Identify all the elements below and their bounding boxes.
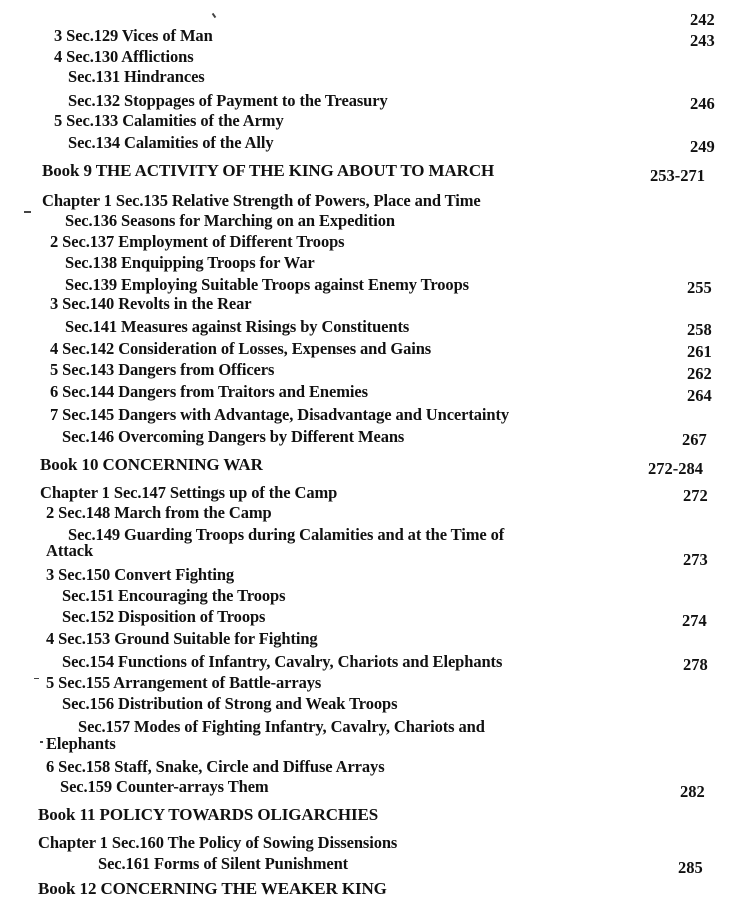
toc-entry: Sec.151 Encouraging the Troops [62, 586, 286, 605]
toc-entry: 5 Sec.143 Dangers from Officers [50, 360, 275, 379]
page-number: 255 [687, 278, 712, 297]
toc-entry: Chapter 1 Sec.147 Settings up of the Camp [40, 483, 338, 502]
book-heading: Book 10 CONCERNING WAR [40, 455, 263, 474]
page-number: 273 [683, 550, 708, 569]
toc-entry: 4 Sec.130 Afflictions [54, 47, 194, 66]
toc-entry: 3 Sec.129 Vices of Man [54, 26, 213, 45]
toc-entry: Sec.157 Modes of Fighting Infantry, Cavalry, Chariots and [78, 717, 485, 736]
page-number: 267 [682, 430, 707, 449]
scan-speck [40, 741, 43, 743]
book-heading: Book 9 THE ACTIVITY OF THE KING ABOUT TO MARCH [42, 161, 495, 180]
toc-entry: Chapter 1 Sec.160 The Policy of Sowing Dissensions [38, 833, 398, 852]
toc-entry: 5 Sec.155 Arrangement of Battle-arrays [46, 673, 322, 692]
page-number: 261 [687, 342, 712, 361]
toc-entry: Elephants [46, 734, 116, 753]
toc-entry: Sec.136 Seasons for Marching on an Expedition [65, 211, 395, 230]
toc-entry: Sec.131 Hindrances [68, 67, 205, 86]
page-number: 272 [683, 486, 708, 505]
toc-entry: 2 Sec.148 March from the Camp [46, 503, 272, 522]
toc-entry: Sec.154 Functions of Infantry, Cavalry, Chariots and Elephants [62, 652, 503, 671]
toc-entry: Attack [46, 541, 94, 560]
toc-entry: Sec.139 Employing Suitable Troops against Enemy Troops [65, 275, 469, 294]
toc-entry: Sec.149 Guarding Troops during Calamities and at the Time of [68, 525, 505, 544]
toc-entry: 2 Sec.137 Employment of Different Troops [50, 232, 345, 251]
toc-entry: Sec.159 Counter-arrays Them [60, 777, 269, 796]
toc-entry: Sec.134 Calamities of the Ally [68, 133, 274, 152]
toc-entry: Sec.141 Measures against Risings by Constituents [65, 317, 410, 336]
toc-entry: Sec.161 Forms of Silent Punishment [98, 854, 349, 873]
toc-entry: 3 Sec.140 Revolts in the Rear [50, 294, 252, 313]
page-number: 282 [680, 782, 705, 801]
toc-entry: 6 Sec.144 Dangers from Traitors and Enemies [50, 382, 368, 401]
page-number: 264 [687, 386, 712, 405]
page-number: 274 [682, 611, 707, 630]
toc-entry: 6 Sec.158 Staff, Snake, Circle and Diffuse Arrays [46, 757, 385, 776]
page-number: 262 [687, 364, 712, 383]
page-range: 272-284 [648, 459, 703, 478]
toc-entry: 7 Sec.145 Dangers with Advantage, Disadvantage and Uncertainty [50, 405, 510, 424]
page-range: 253-271 [650, 166, 705, 185]
scan-speck [34, 678, 39, 679]
page-number: 243 [690, 31, 715, 50]
book-heading: Book 11 POLICY TOWARDS OLIGARCHIES [38, 805, 379, 824]
toc-entry: 3 Sec.150 Convert Fighting [46, 565, 235, 584]
page-number: 249 [690, 137, 715, 156]
toc-entry: Sec.132 Stoppages of Payment to the Treasury [68, 91, 388, 110]
toc-entry: Sec.138 Enquipping Troops for War [65, 253, 315, 272]
page-number: 242 [690, 10, 715, 29]
toc-entry: Sec.146 Overcoming Dangers by Different Means [62, 427, 405, 446]
book-heading: Book 12 CONCERNING THE WEAKER KING [38, 879, 387, 898]
page-number: 258 [687, 320, 712, 339]
scan-speck [212, 13, 217, 18]
toc-entry: Sec.152 Disposition of Troops [62, 607, 266, 626]
page-number: 285 [678, 858, 703, 877]
toc-entry: Sec.156 Distribution of Strong and Weak Troops [62, 694, 398, 713]
toc-entry: 5 Sec.133 Calamities of the Army [54, 111, 284, 130]
toc-entry: Chapter 1 Sec.135 Relative Strength of Powers, Place and Time [42, 191, 481, 210]
page-number: 246 [690, 94, 715, 113]
scan-speck [24, 211, 31, 213]
toc-entry: 4 Sec.142 Consideration of Losses, Expenses and Gains [50, 339, 432, 358]
page-number: 278 [683, 655, 708, 674]
toc-entry: 4 Sec.153 Ground Suitable for Fighting [46, 629, 318, 648]
